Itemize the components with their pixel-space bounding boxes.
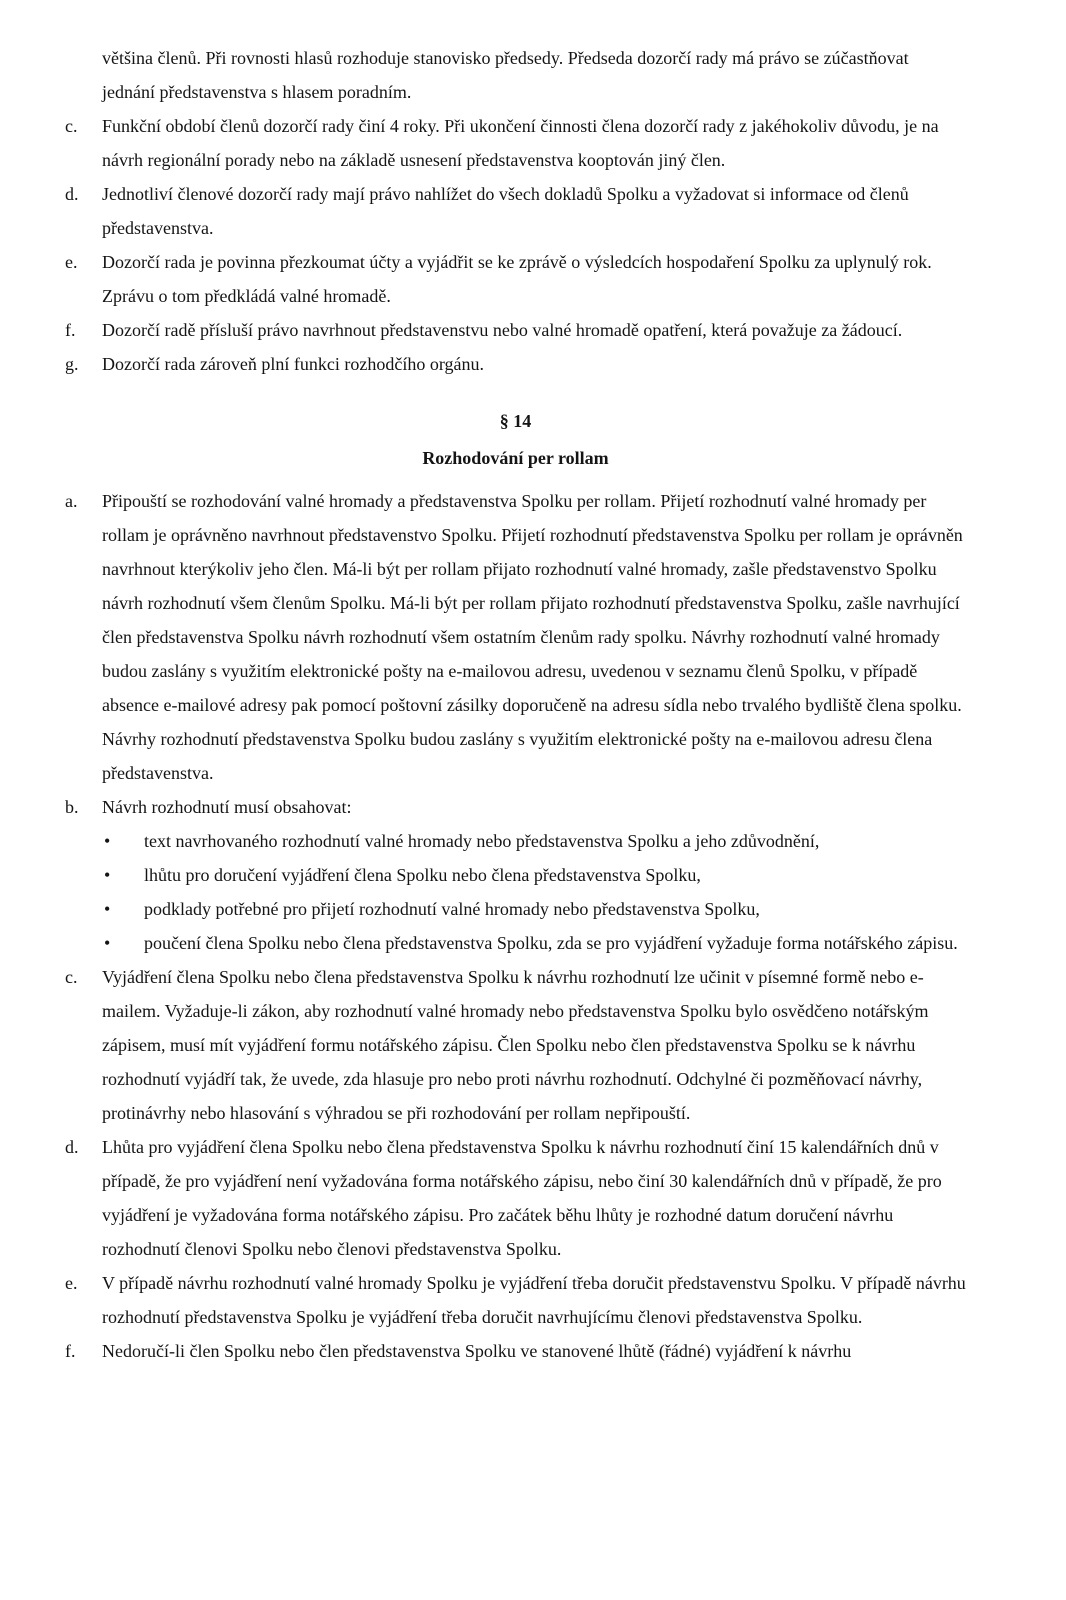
bullet-item-text: text navrhovaného rozhodnutí valné hromady nebo představenstva Spolku a jeho zdůvodnění, <box>144 831 820 851</box>
document-body <box>65 41 966 1368</box>
list-item-letter: c. <box>65 967 78 987</box>
section-number-heading: § 14 <box>499 411 532 431</box>
list-item <box>65 484 966 790</box>
list-item <box>65 177 966 245</box>
list-item-text: Návrh rozhodnutí musí obsahovat: <box>102 797 352 817</box>
list-item-text: Dozorčí rada je povinna přezkoumat účty a vyjádřit se ke zprávě o výsledcích hospodaření Spolku za uplynulý rok. Zprávu o tom předkládá valné hromadě. <box>102 252 932 306</box>
list-item-letter: e. <box>65 252 78 272</box>
bullet-item <box>102 926 966 960</box>
list-item <box>65 790 966 960</box>
list-item-text: Nedoručí-li člen Spolku nebo člen představenstva Spolku ve stanovené lhůtě (řádné) vyjádření k návrhu <box>102 1341 852 1361</box>
list-item-text: Funkční období členů dozorčí rady činí 4 roky. Při ukončení činnosti člena dozorčí rady z jakéhokoliv důvodu, je na návrh regionální porady nebo na základě usnesení představenstva kooptován jiný člen. <box>102 116 939 170</box>
list-item <box>65 1334 966 1368</box>
list-item <box>65 960 966 1130</box>
list-item-letter: a. <box>65 491 78 511</box>
list-item-text: V případě návrhu rozhodnutí valné hromady Spolku je vyjádření třeba doručit představenstvu Spolku. V případě návrhu rozhodnutí představenstva Spolku je vyjádření třeba doručit navrhujícímu členovi představenstva Spolku. <box>102 1273 966 1327</box>
bullet-item <box>102 858 966 892</box>
bullet-item-text: podklady potřebné pro přijetí rozhodnutí valné hromady nebo představenstva Spolku, <box>144 899 760 919</box>
list-item-letter: d. <box>65 1137 79 1157</box>
list-item-text: Jednotliví členové dozorčí rady mají právo nahlížet do všech dokladů Spolku a vyžadovat si informace od členů představenstva. <box>102 184 909 238</box>
list-item-text: Lhůta pro vyjádření člena Spolku nebo člena představenstva Spolku k návrhu rozhodnutí činí 15 kalendářních dnů v případě, že pro vyjádření není vyžadována forma notářského zápisu, nebo činí 30 kalendářních dnů v případě, že pro vyjádření je vyžadována forma notářského zápisu. Pro začátek běhu lhůty je rozhodné datum doručení návrhu rozhodnutí členovi Spolku nebo členovi představenstva Spolku. <box>102 1137 942 1259</box>
list-item-letter: b. <box>65 797 79 817</box>
list-item-letter: c. <box>65 116 78 136</box>
list-item-text: Připouští se rozhodování valné hromady a představenstva Spolku per rollam. Přijetí rozhodnutí valné hromady per rollam je oprávněno navrhnout představenstvo Spolku. Přijetí rozhodnutí představenstva Spolku per rollam je oprávněn navrhnout kterýkoliv jeho člen. Má-li být per rollam přijato rozhodnutí valné hromady, zašle představenstvo Spolku návrh rozhodnutí všem členům Spolku. Má-li být per rollam přijato rozhodnutí představenstva Spolku, zašle navrhující člen představenstva Spolku návrh rozhodnutí všem ostatním členům rady spolku. Návrhy rozhodnutí valné hromady budou zaslány s využitím elektronické pošty na e-mailovou adresu, uvedenou v seznamu členů Spolku, v případě absence e-mailové adresy pak pomocí poštovní zásilky doporučeně na adresu sídla nebo trvalého bydliště člena spolku. Návrhy rozhodnutí představenstva Spolku budou zaslány s využitím elektronické pošty na e-mailovou adresu člena představenstva. <box>102 491 963 783</box>
section-title-heading: Rozhodování per rollam <box>422 448 609 468</box>
list-item <box>65 1266 966 1334</box>
bullet-item <box>102 892 966 926</box>
bullet-item-text: lhůtu pro doručení vyjádření člena Spolku nebo člena představenstva Spolku, <box>144 865 701 885</box>
list-item-text: Dozorčí rada zároveň plní funkci rozhodčího orgánu. <box>102 354 485 374</box>
list-item-body <box>102 790 966 960</box>
list-item-letter: d. <box>65 184 79 204</box>
list-item-text: Vyjádření člena Spolku nebo člena představenstva Spolku k návrhu rozhodnutí lze učinit v písemné formě nebo e-mailem. Vyžaduje-li zákon, aby rozhodnutí valné hromady nebo představenstva Spolku bylo osvědčeno notářským zápisem, musí mít vyjádření formu notářského zápisu. Člen Spolku nebo člen představenstva Spolku se k návrhu rozhodnutí vyjádří tak, že uvede, zda hlasuje pro nebo proti návrhu rozhodnutí. Odchylné či pozměňovací návrhy, protinávrhy nebo hlasování s výhradou se při rozhodování per rollam nepřipouští. <box>102 967 929 1123</box>
list-item-letter: g. <box>65 354 79 374</box>
list-item <box>65 245 966 313</box>
list-item <box>65 1130 966 1266</box>
list-item-text: Dozorčí radě přísluší právo navrhnout představenstvu nebo valné hromadě opatření, která považuje za žádoucí. <box>102 320 903 340</box>
list-item-letter: f. <box>65 1341 76 1361</box>
list-item-letter: f. <box>65 320 76 340</box>
list-item <box>65 347 966 381</box>
bullet-item-text: poučení člena Spolku nebo člena představenstva Spolku, zda se pro vyjádření vyžaduje forma notářského zápisu. <box>144 933 958 953</box>
bullet-item <box>102 824 966 858</box>
bullet-icon: • <box>104 865 111 885</box>
bullet-icon: • <box>104 831 111 851</box>
list-item-letter: e. <box>65 1273 78 1293</box>
list-item <box>65 313 966 347</box>
continuation-paragraph: většina členů. Při rovnosti hlasů rozhoduje stanovisko předsedy. Předseda dozorčí rady má právo se zúčastňovat jednání představenstva s hlasem poradním. <box>102 48 909 102</box>
list-item <box>65 109 966 177</box>
bullet-icon: • <box>104 899 111 919</box>
bullet-icon: • <box>104 933 111 953</box>
